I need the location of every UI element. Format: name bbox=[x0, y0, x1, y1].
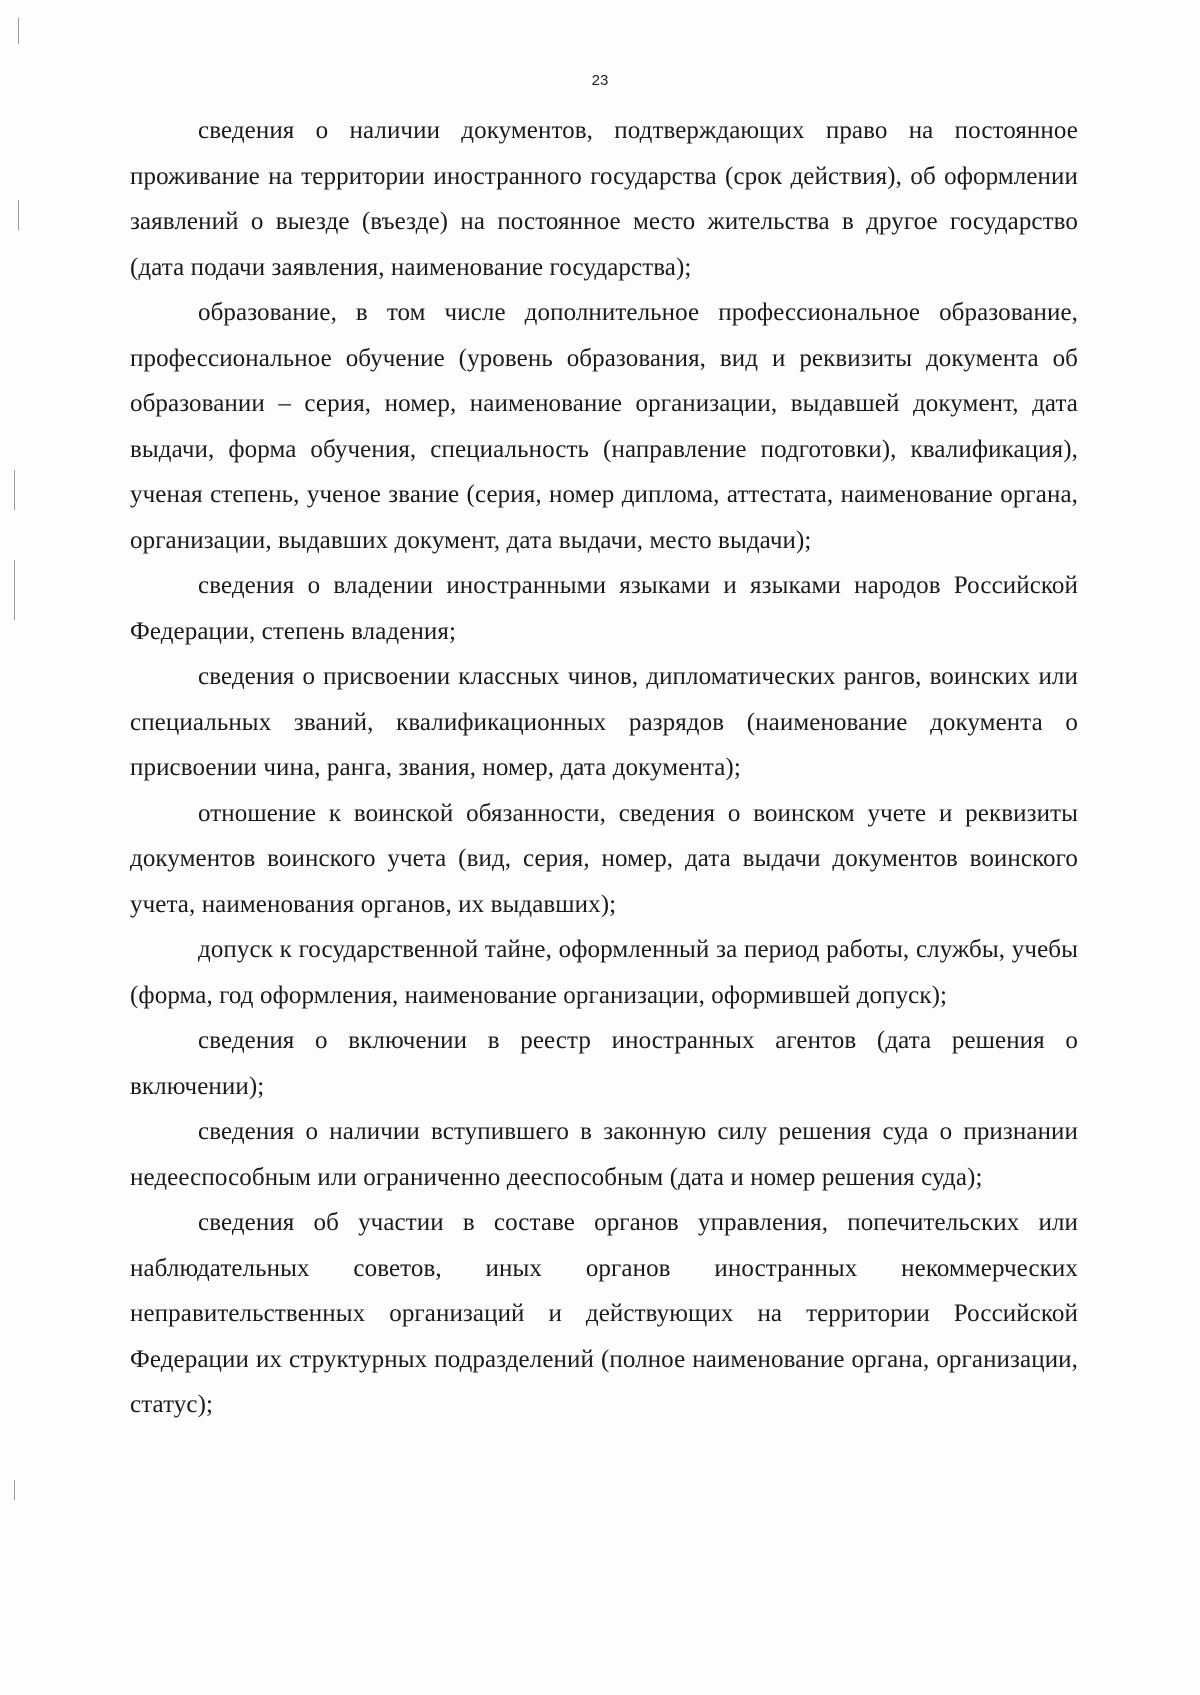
paragraph-languages: сведения о владении иностранными языками и языками народов Российской Федерации, степень владения; bbox=[130, 572, 1078, 645]
page-number: 23 bbox=[591, 72, 609, 89]
paragraph-military-service: отношение к воинской обязанности, сведения о воинском учете и реквизиты документов воинского учета (вид, серия, номер, дата выдачи документов воинского учета, наименования органов, их выдавших); bbox=[130, 799, 1078, 918]
paragraph-foreign-ngo: сведения об участии в составе органов управления, попечительских или наблюдательных советов, иных органов иностранных некоммерческих неправительственных организаций и действующих на территории Российской Федерации их структурных подразделений (полное наименование органа, организации, статус); bbox=[130, 1209, 1078, 1418]
paragraph-residence-documents: сведения о наличии документов, подтверждающих право на постоянное проживание на территории иностранного государства (срок действия), об оформлении заявлений о выезде (въезде) на постоянное место жительства в другое государство (дата подачи заявления, наименование государства); bbox=[130, 117, 1078, 281]
scan-edge-mark bbox=[18, 200, 19, 230]
paragraph-court-decision: сведения о наличии вступившего в законную силу решения суда о признании недееспособным или ограниченно дееспособным (дата и номер решения суда); bbox=[130, 1118, 1078, 1191]
scan-edge-mark bbox=[14, 560, 15, 620]
paragraph-state-secret: допуск к государственной тайне, оформленный за период работы, службы, учебы (форма, год оформления, наименование организации, оформившей допуск); bbox=[130, 936, 1078, 1009]
paragraph-education: образование, в том числе дополнительное профессиональное образование, профессиональное обучение (уровень образования, вид и реквизиты документа об образовании – серия, номер, наименование организации, выдавшей документ, дата выдачи, форма обучения, специальность (направление подготовки), квалификация), ученая степень, ученое звание (серия, номер диплома, аттестата, наименование органа, организации, выдавших документ, дата выдачи, место выдачи); bbox=[130, 299, 1078, 554]
scan-edge-mark bbox=[14, 1480, 15, 1500]
paragraph-ranks: сведения о присвоении классных чинов, дипломатических рангов, воинских или специальных званий, квалификационных разрядов (наименование документа о присвоении чина, ранга, звания, номер, дата документа); bbox=[130, 663, 1078, 781]
document-body bbox=[130, 108, 1078, 1428]
scan-edge-mark bbox=[18, 18, 19, 44]
paragraph-foreign-agents: сведения о включении в реестр иностранных агентов (дата решения о включении); bbox=[130, 1027, 1078, 1100]
scan-edge-mark bbox=[14, 470, 15, 510]
